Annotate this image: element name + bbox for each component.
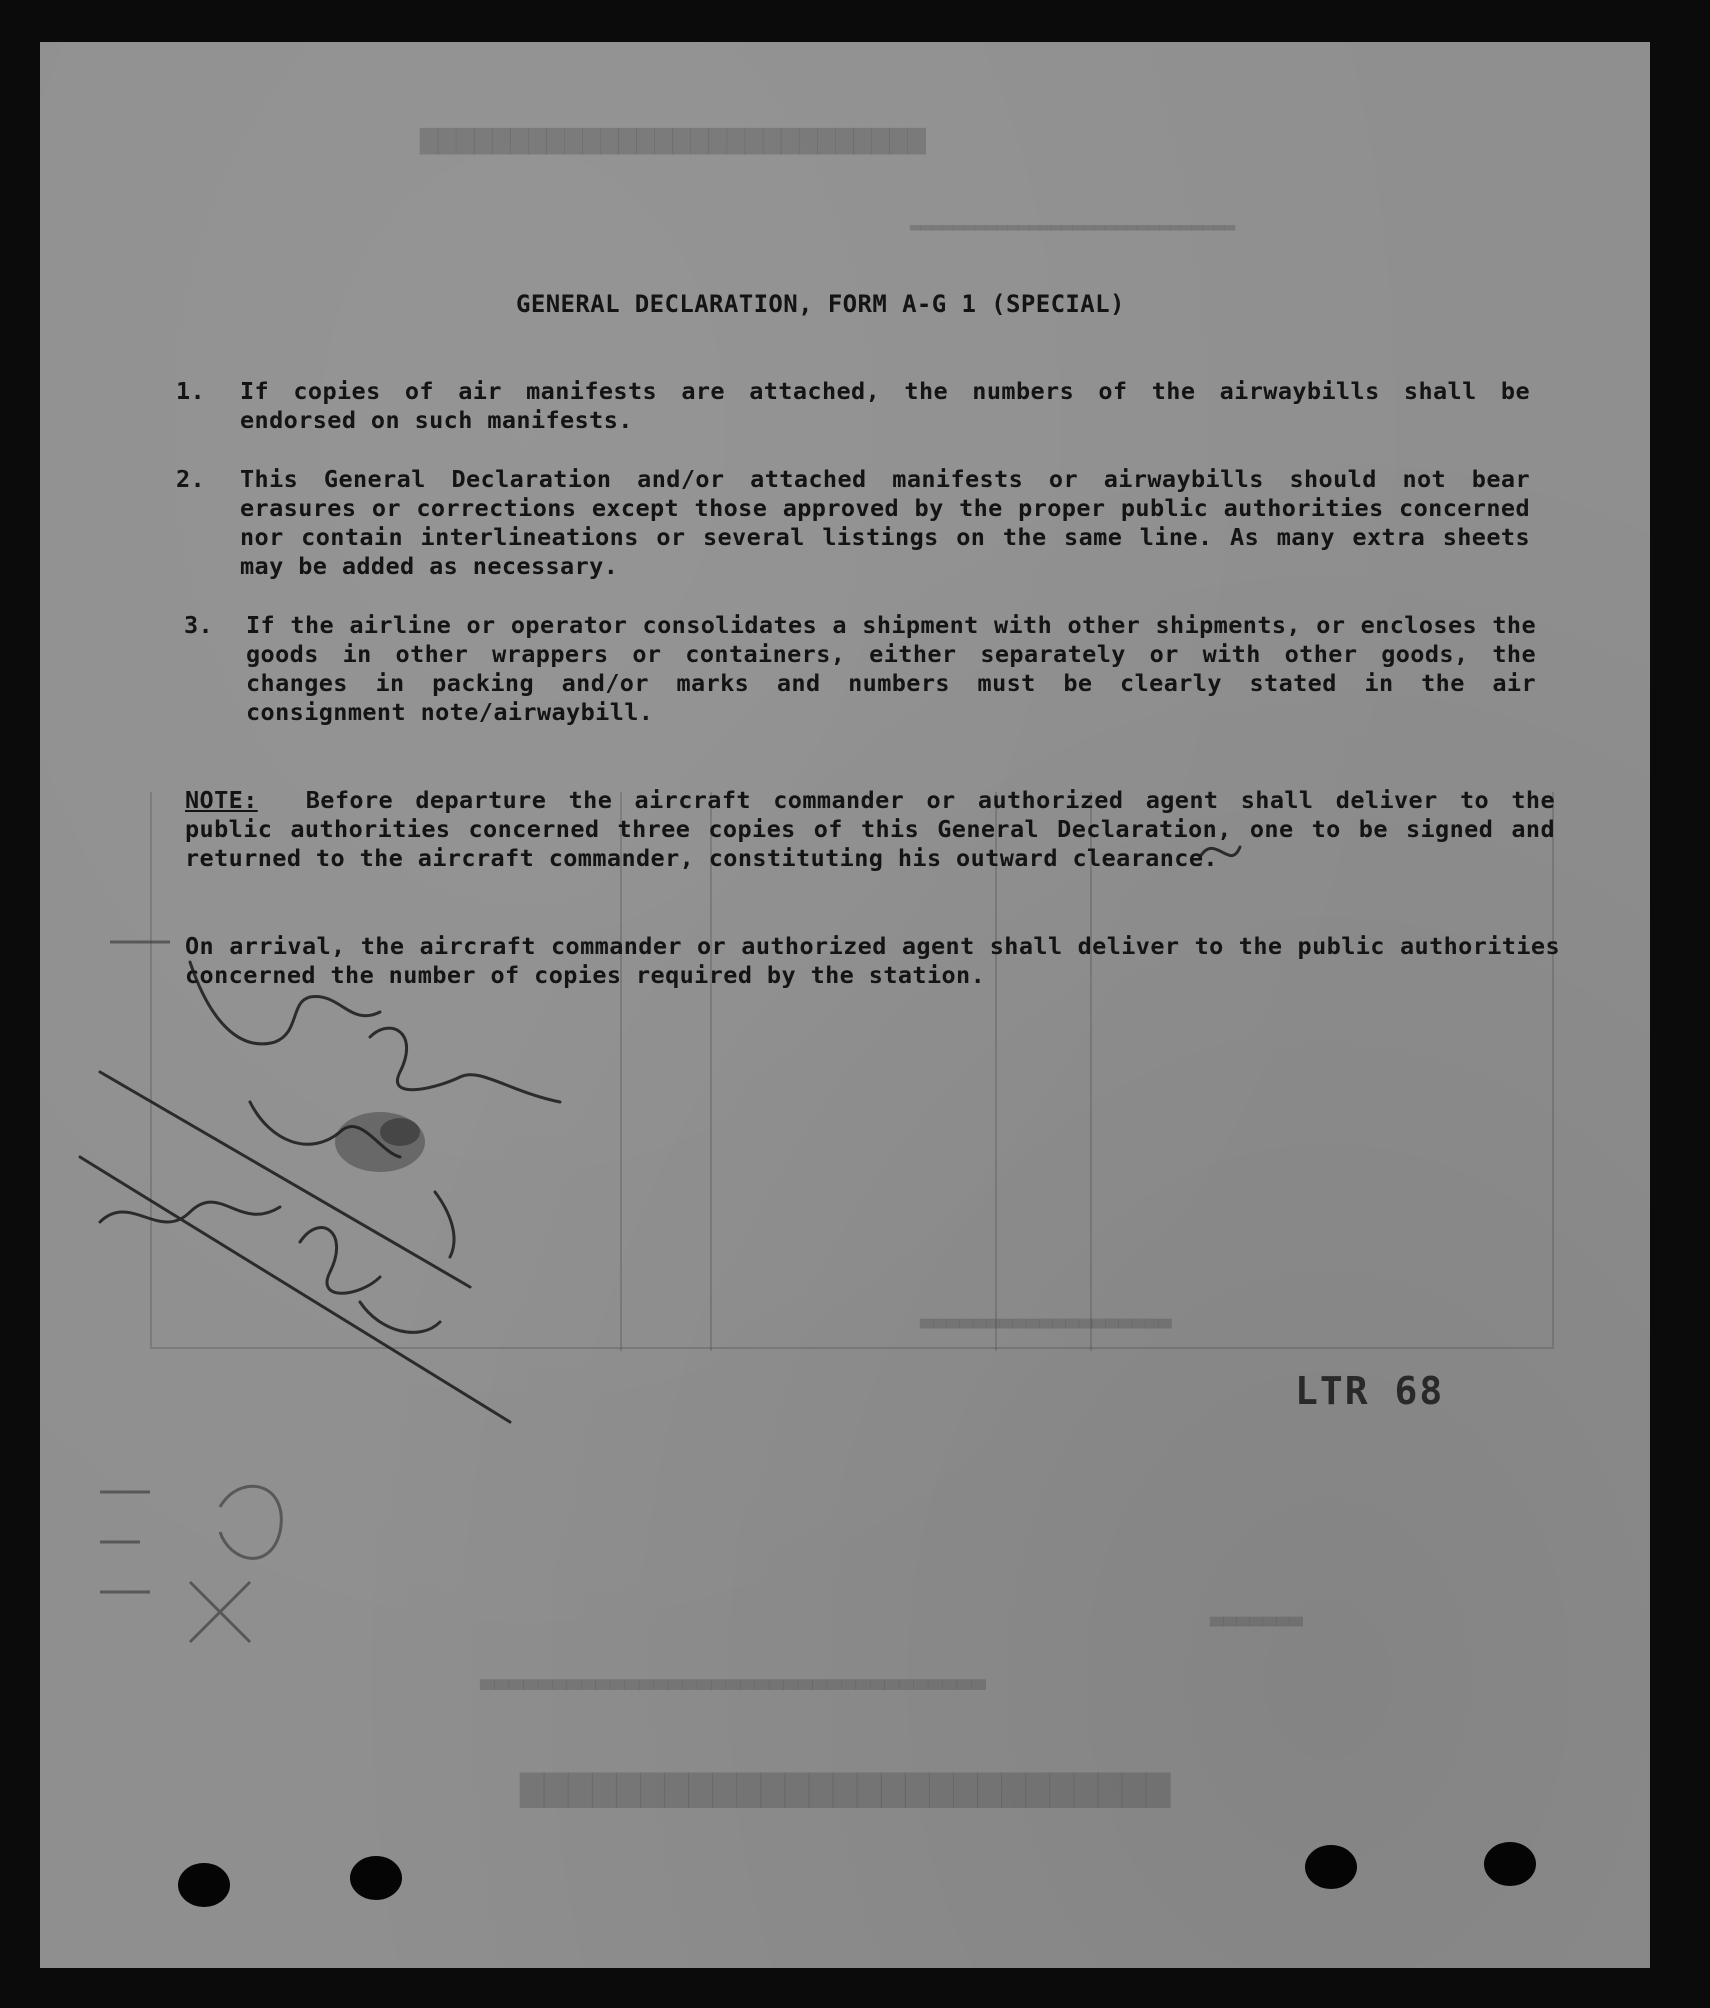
bleed-through-heading: ▆▆▆▆▆▆▆▆▆▆▆▆▆▆▆▆▆▆▆▆▆▆▆▆▆▆▆▆ bbox=[420, 120, 926, 155]
item-text: This General Declaration and/or attached manifests or airwaybills should not bear erasures or corrections except those approved by the proper public authorities concerned nor contain interlineations or several listings on the same line. As many extra sheets may be added as necessary. bbox=[240, 465, 1530, 580]
binding-hole bbox=[1484, 1842, 1536, 1886]
file-stamp: LTR 68 bbox=[1295, 1369, 1445, 1413]
bleed-through-subtitle: ▃▃▃▃▃▃▃▃▃▃▃▃▃▃▃▃▃▃▃▃▃▃▃▃▃▃▃▃▃▃▃▃▃▃▃ bbox=[480, 1662, 986, 1690]
note-text: Before departure the aircraft commander or authorized agent shall deliver to the public authorities concerned three copies of this General Declaration, one to be signed and returned to the aircraft commander, constituting his outward clearance. bbox=[185, 786, 1555, 872]
binding-hole bbox=[178, 1863, 230, 1907]
arrival-instruction: On arrival, the aircraft commander or authorized agent shall deliver to the public authorities concerned the number of copies required by the station. bbox=[185, 932, 1560, 989]
bleed-through-box-label: ▃▃▃▃▃▃▃▃▃▃▃▃▃▃▃▃▃▃▃ bbox=[920, 1304, 1172, 1329]
item-number: 3. bbox=[184, 611, 214, 639]
bleed-through-label: ▃▃▃▃▃▃▃ bbox=[1210, 1602, 1303, 1627]
note-label: NOTE: bbox=[185, 786, 258, 814]
bleed-through-line: ▂▂▂▂▂▂▂▂▂▂▂▂▂▂▂▂▂▂▂▂▂▂▂▂▂▂▂▂▂▂ bbox=[910, 210, 1236, 231]
item-number: 2. bbox=[176, 465, 206, 493]
bleed-through-title: ▆▆▆▆▆▆▆▆▆▆▆▆▆▆▆▆▆▆▆▆▆▆▆▆▆▆▆ bbox=[520, 1762, 1171, 1808]
handwritten-annotations bbox=[40, 42, 1650, 1968]
item-text: If copies of air manifests are attached, the numbers of the airwaybills shall be endorsed on such manifests. bbox=[240, 377, 1530, 434]
binding-hole bbox=[350, 1856, 402, 1900]
binding-hole bbox=[1305, 1845, 1357, 1889]
item-text: If the airline or operator consolidates a shipment with other shipments, or encloses the goods in other wrappers or containers, either separately or with other goods, the changes in packing and/or marks and numbers must be clearly stated in the air consignment note/airwaybill. bbox=[246, 611, 1536, 726]
form-title: GENERAL DECLARATION, FORM A-G 1 (SPECIAL) bbox=[516, 290, 1125, 318]
document-sheet bbox=[40, 42, 1650, 1968]
item-number: 1. bbox=[176, 377, 206, 405]
